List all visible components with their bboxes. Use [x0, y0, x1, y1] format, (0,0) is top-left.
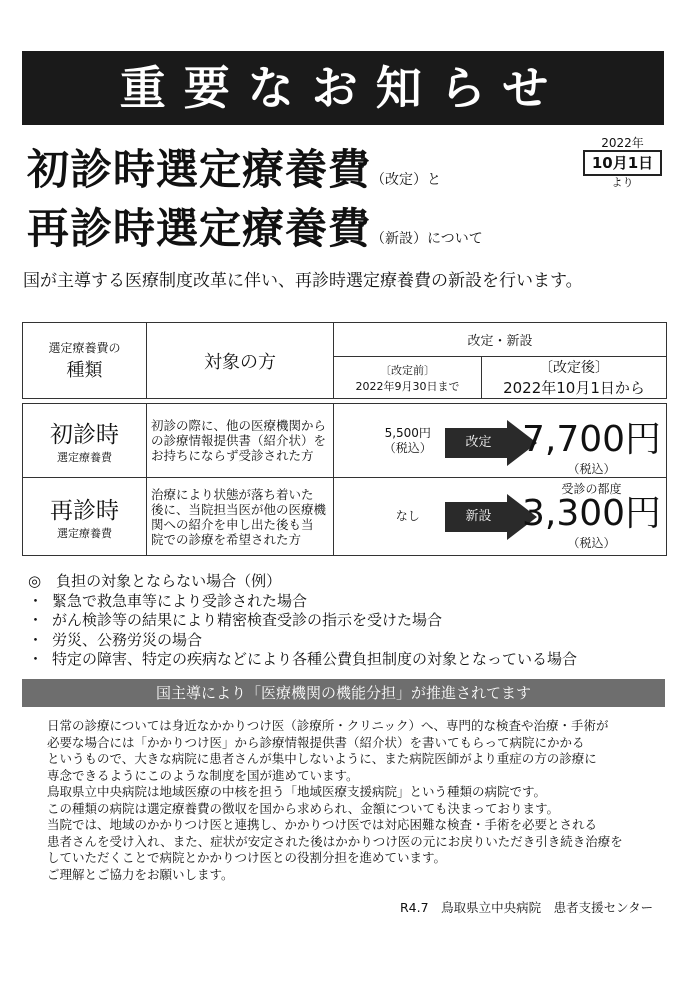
new-price-prefix — [512, 406, 672, 420]
effective-date: 10月1日 — [583, 150, 662, 176]
paragraph-line: 当院では、地域のかかりつけ医と連携し、かかりつけ医では対応困難な検査・手術を必要とされる — [47, 817, 598, 832]
header-type — [23, 323, 147, 399]
table-row — [23, 478, 667, 556]
title-first-visit-main: 初診時選定療養費 — [27, 145, 372, 194]
paragraph-line: 鳥取県立中央病院は地域医療の中核を担う「地域医療支援病院」という種類の病院です。 — [47, 784, 547, 799]
header-type-small: 選定療養費の — [48, 341, 121, 355]
desc-line: お持ちにならず受診された方 — [151, 448, 314, 463]
new-price: 7,700円 — [521, 419, 662, 460]
intro-text: 国が主導する医療制度改革に伴い、再診時選定療養費の新設を行います。 — [23, 271, 583, 291]
exclusions — [28, 572, 578, 670]
list-item — [28, 630, 577, 651]
table-row — [23, 404, 667, 478]
new-price: 3,300円 — [521, 493, 662, 534]
header-after — [482, 357, 667, 399]
header-before-date: 2022年9月30日まで — [355, 379, 460, 393]
explanation-paragraph — [47, 718, 623, 883]
paragraph-line: この種類の病院は選定療養費の徴収を国から求められ、金額についても決まっております。 — [47, 800, 560, 816]
row-revisit-name — [23, 478, 147, 556]
old-price: なし — [395, 509, 420, 523]
exclusions-heading: ◎ 負担の対象とならない場合（例） — [28, 572, 282, 590]
effective-from: より — [611, 176, 634, 189]
header-before-label: 〔改定前〕 — [380, 363, 435, 377]
exclusion-text: がん検診等の結果により精密検査受診の指示を受けた場合 — [52, 611, 443, 629]
paragraph-line: していただくことで病院とかかりつけ医との役割分担を進めています。 — [47, 850, 447, 865]
desc-line: 院での診療を希望された方 — [151, 531, 302, 547]
exclusion-text: 緊急で救急車等により受診された場合 — [52, 591, 308, 610]
new-tax: （税込） — [567, 536, 616, 550]
row-revisit-new-price — [465, 478, 667, 556]
bullet-icon: ・ — [28, 630, 44, 649]
row-name: 再診時 — [50, 498, 119, 524]
effective-date-box — [583, 136, 662, 190]
row-first-visit-desc — [147, 404, 334, 478]
paragraph-line: ご理解とご協力をお願いします。 — [47, 866, 234, 882]
row-first-visit-new-price — [465, 404, 667, 478]
exclusion-text: 特定の障害、特定の疾病などにより各種公費負担制度の対象となっている場合 — [52, 650, 578, 668]
effective-year: 2022年 — [601, 136, 644, 150]
old-price: 5,500円 — [384, 425, 431, 440]
title-first-visit-suffix: と — [427, 172, 442, 188]
title-revisit-main: 再診時選定療養費 — [27, 204, 372, 253]
policy-bar: 国主導により「医療機関の機能分担」が推進されてます — [22, 679, 665, 707]
header-before — [334, 357, 482, 399]
desc-line: 後に、当院担当医が他の医療機 — [151, 501, 327, 517]
paragraph-line: というもので、大きな病院に患者さんが集中しないように、また病院医師がより重症の方の診療に — [47, 751, 597, 766]
header-target: 対象の方 — [147, 323, 334, 399]
header-after-label: 〔改定後〕 — [539, 360, 609, 376]
header-after-date: 2022年10月1日から — [503, 379, 645, 397]
desc-line: 関への紹介を申し出た後も当 — [151, 516, 314, 532]
title-revisit — [27, 196, 483, 256]
header-revision: 改定・新設 — [334, 323, 667, 357]
desc-line: の診療情報提供書（紹介状）を — [151, 433, 327, 448]
exclusion-text: 労災、公務労災の場合 — [52, 630, 203, 649]
row-name-sub: 選定療養費 — [57, 527, 112, 540]
bullet-icon: ・ — [28, 591, 44, 610]
paragraph-line: 患者さんを受け入れ、また、症状が安定された後はかかりつけ医の元にお戻りいただき引き続き治療を — [47, 833, 623, 849]
new-price-block — [512, 406, 672, 477]
header-type-big: 種類 — [66, 360, 103, 381]
new-price-block — [512, 480, 672, 551]
row-name-sub: 選定療養費 — [57, 451, 112, 464]
row-revisit-desc — [147, 478, 334, 556]
arrow-label: 新設 — [465, 509, 492, 524]
desc-line: 初診の際に、他の医療機関から — [151, 418, 327, 433]
new-tax: （税込） — [567, 462, 616, 476]
desc-line: 治療により状態が落ち着いた — [151, 486, 314, 502]
fee-table — [22, 322, 667, 556]
arrow-label: 改定 — [465, 435, 492, 450]
paragraph-line: 必要な場合には「かかりつけ医」から診療情報提供書（紹介状）を書いてもらって病院にかかる — [47, 734, 585, 750]
paragraph-line: 専念できるようにこのような制度を国が進めています。 — [47, 767, 359, 783]
list-item — [28, 591, 577, 612]
footer-credit: R4.7 鳥取県立中央病院 患者支援センター — [400, 900, 654, 915]
title-first-visit-paren: （改定） — [371, 172, 428, 188]
title-revisit-suffix: について — [427, 231, 483, 247]
new-price-prefix: 受診の都度 — [561, 482, 622, 496]
paragraph-line: 日常の診療については身近なかかりつけ医（診療所・クリニック）へ、専門的な検査や治療・手術が — [47, 718, 609, 733]
notice-banner: 重要なお知らせ — [22, 51, 664, 125]
title-first-visit — [27, 137, 441, 197]
row-first-visit-name — [23, 404, 147, 478]
row-name: 初診時 — [50, 422, 119, 448]
list-item — [28, 650, 578, 670]
old-tax: （税込） — [383, 440, 432, 455]
bullet-icon: ・ — [28, 650, 44, 668]
bullet-icon: ・ — [28, 611, 44, 629]
list-item — [28, 611, 577, 631]
title-revisit-paren: （新設） — [371, 231, 428, 247]
